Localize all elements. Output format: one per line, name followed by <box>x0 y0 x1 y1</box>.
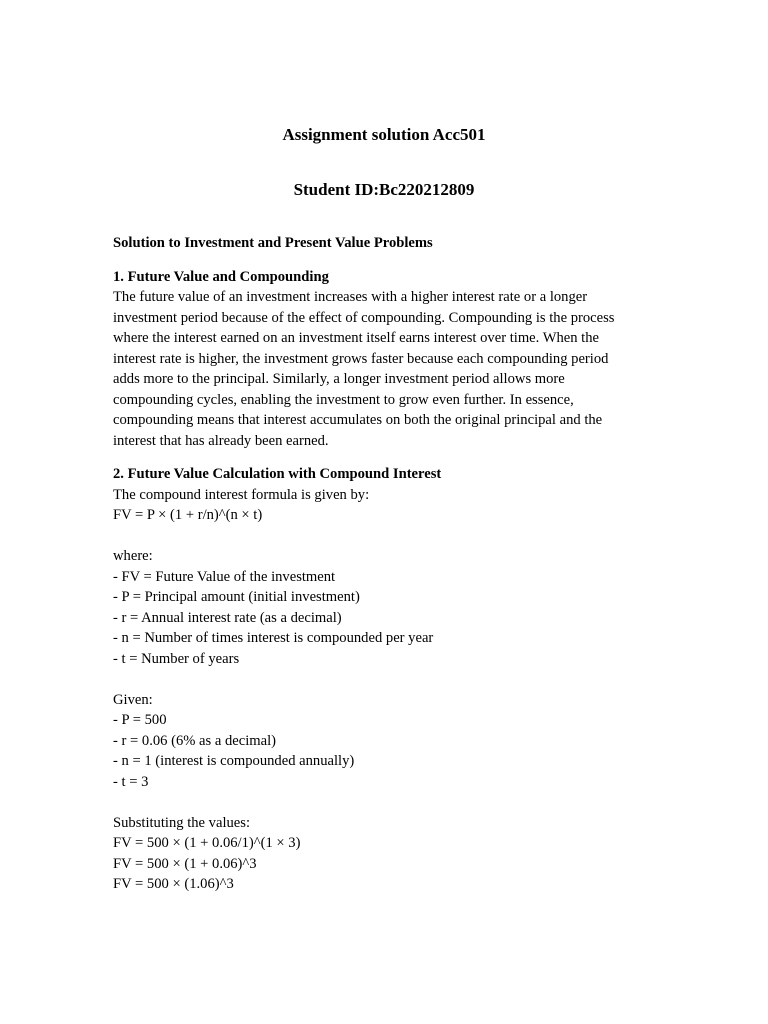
paragraph-line: where the interest earned on an investment itself earns interest over time. When the <box>113 330 600 346</box>
paragraph-line: interest that has already been earned. <box>113 432 329 449</box>
variable-definition: - FV = Future Value of the investment <box>113 568 336 585</box>
paragraph-line: adds more to the principal. Similarly, a longer investment period allows more <box>113 371 565 387</box>
document-body <box>113 233 643 895</box>
formula-intro: The compound interest formula is given by: <box>113 486 370 503</box>
calculation-step: FV = 500 × (1 + 0.06/1)^(1 × 3) <box>113 835 301 851</box>
calculation-step: FV = 500 × (1.06)^3 <box>113 876 234 892</box>
given-value: - P = 500 <box>113 712 167 728</box>
section-1-paragraph <box>113 287 643 451</box>
given-value: - t = 3 <box>113 773 149 790</box>
variable-definition: - P = Principal amount (initial investment) <box>113 589 360 605</box>
given-label: Given: <box>113 691 153 708</box>
section-2-heading: 2. Future Value Calculation with Compound Interest <box>113 466 442 482</box>
substituting-label: Substituting the values: <box>113 814 251 831</box>
paragraph-line: compounding cycles, enabling the investment to grow even further. In essence, <box>113 391 574 408</box>
section-1-heading: 1. Future Value and Compounding <box>113 268 329 285</box>
document-title: Assignment solution Acc501 <box>282 125 486 144</box>
variable-definition: - n = Number of times interest is compounded per year <box>113 630 434 646</box>
paragraph-line: interest rate is higher, the investment grows faster because each compounding period <box>113 350 609 367</box>
variable-definition: - t = Number of years <box>113 650 240 667</box>
given-value: - n = 1 (interest is compounded annually) <box>113 753 355 769</box>
student-id: Student ID:Bc220212809 <box>293 180 475 199</box>
paragraph-line: investment period because of the effect of compounding. Compounding is the process <box>113 309 615 326</box>
compound-interest-formula: FV = P × (1 + r/n)^(n × t) <box>113 507 263 523</box>
given-value: - r = 0.06 (6% as a decimal) <box>113 732 277 749</box>
calculation-step: FV = 500 × (1 + 0.06)^3 <box>113 855 257 872</box>
variable-definition: - r = Annual interest rate (as a decimal) <box>113 609 342 626</box>
paragraph-line: The future value of an investment increases with a higher interest rate or a longer <box>113 289 588 305</box>
where-label: where: <box>113 548 153 564</box>
solution-heading: Solution to Investment and Present Value Problems <box>113 235 433 251</box>
paragraph-line: compounding means that interest accumulates on both the original principal and the <box>113 412 603 428</box>
